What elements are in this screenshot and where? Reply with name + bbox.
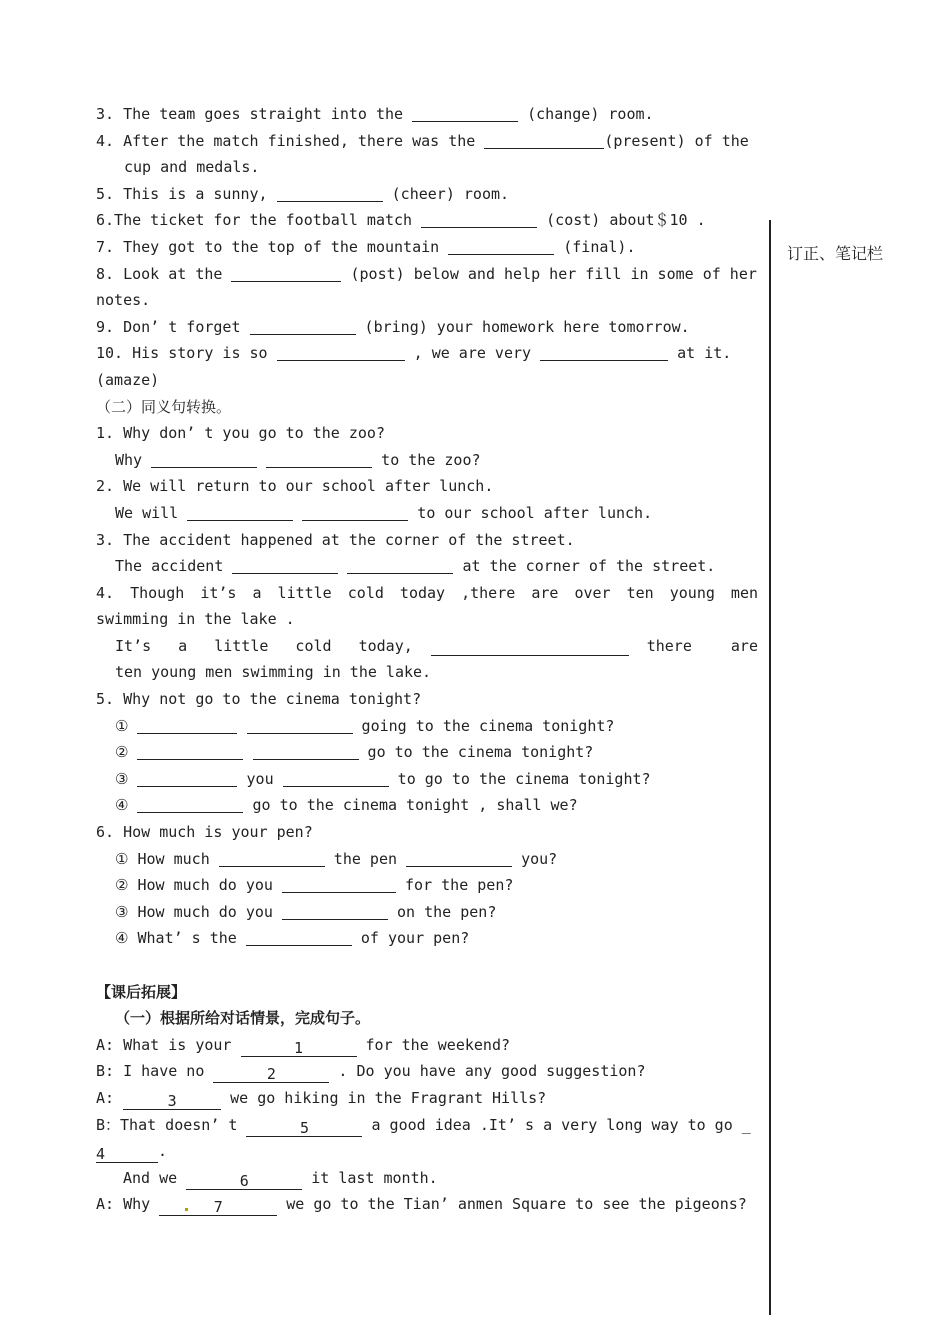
answer-blank[interactable] [247, 717, 353, 734]
dialogue-blank-6[interactable]: 6 [186, 1173, 302, 1190]
dialogue-blank-3[interactable]: 3 [123, 1093, 221, 1110]
after-class-title: 【课后拓展】 [96, 982, 187, 1001]
item-8: 8. Look at the (post) below and help her fill in some of her [96, 264, 757, 283]
item-10: 10. His story is so , we are very at it. [96, 344, 732, 363]
dialogue-blank-4[interactable]: 4 [96, 1146, 158, 1163]
answer-blank[interactable] [484, 132, 604, 149]
section-2-title: （二）同义句转换。 [96, 397, 232, 416]
q1-rewrite: Why to the zoo? [115, 450, 481, 469]
q3-original: 3. The accident happened at the corner of the street. [96, 530, 575, 549]
q5-rewrite-2: ② go to the cinema tonight? [115, 743, 594, 762]
answer-blank[interactable] [137, 796, 243, 813]
dialogue-line-3: A: 3 we go hiking in the Fragrant Hills? [96, 1088, 547, 1110]
dialogue-blank-1[interactable]: 1 [241, 1040, 357, 1057]
item-4-cont: cup and medals. [124, 158, 260, 177]
answer-blank[interactable] [347, 557, 453, 574]
q6-rewrite-4: ④ What’ s the of your pen? [115, 929, 470, 948]
answer-blank[interactable] [187, 504, 293, 521]
item-3: 3. The team goes straight into the (change) room. [96, 105, 654, 123]
notes-column-label: 订正、笔记栏 [787, 244, 884, 263]
dialogue-line-7: A: Why 7 we go to the Tian’ anmen Square to see the pigeons? [96, 1191, 758, 1218]
after-class-subtitle: （一）根据所给对话情景，完成句子。 [115, 1009, 371, 1028]
item-5: 5. This is a sunny, (cheer) room. [96, 184, 510, 203]
q6-original: 6. How much is your pen? [96, 823, 313, 842]
answer-blank[interactable] [431, 639, 629, 656]
answer-blank[interactable] [421, 211, 537, 228]
q4-rewrite: It’s a little cold today, there are [115, 636, 758, 655]
q1-original: 1. Why don’ t you go to the zoo? [96, 424, 385, 443]
dialogue-blank-5[interactable]: 5 [246, 1120, 362, 1137]
answer-blank[interactable] [412, 105, 518, 122]
q4-original-cont: swimming in the lake . [96, 610, 295, 629]
q5-rewrite-4: ④ go to the cinema tonight , shall we? [115, 796, 578, 815]
q3-rewrite: The accident at the corner of the street. [115, 557, 716, 576]
answer-blank[interactable] [246, 929, 352, 946]
answer-blank[interactable] [277, 344, 405, 361]
q2-original: 2. We will return to our school after lunch. [96, 477, 494, 496]
dialogue-blank-2[interactable]: 2 [213, 1066, 329, 1083]
item-6: 6.The ticket for the football match (cost) about＄10 . [96, 211, 706, 230]
dialogue-line-4: B：That doesn’ t 5 a good idea .It’ s a very long way to go _ [96, 1115, 751, 1137]
answer-blank[interactable] [283, 770, 389, 787]
q4-original: 4. Though it’s a little cold today ,there are over ten young men [96, 583, 758, 602]
answer-blank[interactable] [266, 451, 372, 468]
answer-blank[interactable] [406, 850, 512, 867]
item-9: 9. Don’ t forget (bring) your homework here tomorrow. [96, 317, 690, 336]
dialogue-blank-7[interactable]: 7 [159, 1199, 277, 1216]
answer-blank[interactable] [137, 770, 237, 787]
spacer [96, 952, 758, 979]
answer-blank[interactable] [448, 238, 554, 255]
dialogue-line-6: And we 6 it last month. [123, 1168, 438, 1190]
item-8-cont: notes. [96, 291, 151, 310]
dialogue-line-2: B: I have no 2 . Do you have any good suggestion? [96, 1062, 646, 1084]
dialogue-line-1: A: What is your 1 for the weekend? [96, 1035, 511, 1057]
q5-rewrite-1: ① going to the cinema tonight? [115, 716, 615, 735]
answer-blank[interactable] [137, 743, 243, 760]
dialogue-line-5: 4 . [96, 1142, 168, 1164]
stray-mark [185, 1208, 188, 1211]
q6-rewrite-2: ② How much do you for the pen? [115, 876, 514, 895]
q6-rewrite-1: ① How much the pen you? [115, 849, 558, 868]
q4-rewrite-cont: ten young men swimming in the lake. [115, 663, 432, 682]
answer-blank[interactable] [282, 876, 396, 893]
answer-blank[interactable] [232, 557, 338, 574]
answer-blank[interactable] [137, 717, 237, 734]
q2-rewrite: We will to our school after lunch. [115, 503, 653, 522]
q5-rewrite-3: ③ you to go to the cinema tonight? [115, 769, 651, 788]
q5-original: 5. Why not go to the cinema tonight? [96, 690, 422, 709]
answer-blank[interactable] [250, 318, 356, 335]
answer-blank[interactable] [302, 504, 408, 521]
item-7: 7. They got to the top of the mountain (final). [96, 237, 636, 256]
item-4: 4. After the match finished, there was the (present) of the [96, 131, 749, 150]
worksheet [96, 101, 758, 1218]
answer-blank[interactable] [151, 451, 257, 468]
item-10-cont: (amaze) [96, 370, 160, 389]
answer-blank[interactable] [253, 743, 359, 760]
answer-blank[interactable] [277, 185, 383, 202]
answer-blank[interactable] [231, 265, 341, 282]
notes-column-divider [769, 220, 771, 1315]
q6-rewrite-3: ③ How much do you on the pen? [115, 902, 497, 921]
answer-blank[interactable] [540, 344, 668, 361]
answer-blank[interactable] [219, 850, 325, 867]
answer-blank[interactable] [282, 903, 388, 920]
dialogue-blank-7-wrap [159, 1191, 277, 1218]
